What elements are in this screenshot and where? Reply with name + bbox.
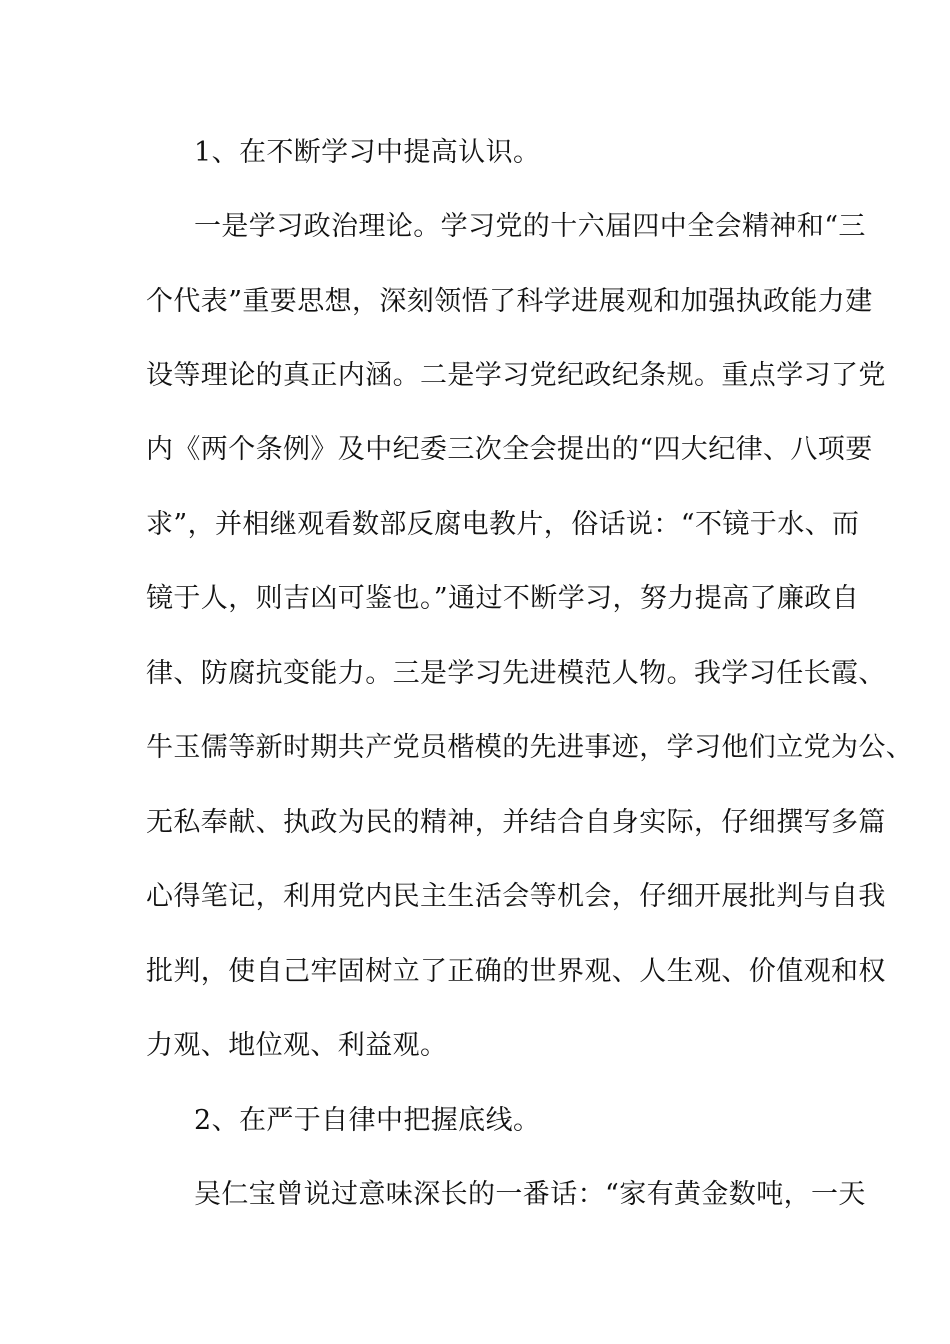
paragraph-line: 律、防腐抗变能力。三是学习先进模范人物。我学习任长霞、 [146,658,886,689]
paragraph-line: 吴仁宝曾说过意味深长的一番话：“家有黄金数吨，一天 [194,1179,866,1210]
section-heading-1: 1、在不断学习中提高认识。 [194,137,541,168]
paragraph-line: 批判，使自己牢固树立了正确的世界观、人生观、价值观和权 [146,956,886,987]
paragraph-line: 牛玉儒等新时期共产党员楷模的先进事迹，学习他们立党为公、 [146,732,914,763]
paragraph-line: 镜于人，则吉凶可鉴也。”通过不断学习，努力提高了廉政自 [146,583,860,614]
paragraph-line: 一是学习政治理论。学习党的十六届四中全会精神和“三 [194,211,866,242]
paragraph-line: 力观、地位观、利益观。 [146,1030,448,1061]
paragraph-line: 无私奉献、执政为民的精神，并结合自身实际，仔细撰写多篇 [146,807,886,838]
paragraph-line: 求”，并相继观看数部反腐电教片，俗话说：“不镜于水、而 [146,509,860,540]
section-heading-2: 2、在严于自律中把握底线。 [194,1105,541,1136]
paragraph-line: 设等理论的真正内涵。二是学习党纪政纪条规。重点学习了党 [146,360,886,391]
paragraph-line: 内《两个条例》及中纪委三次全会提出的“四大纪律、八项要 [146,434,873,465]
paragraph-line: 个代表”重要思想，深刻领悟了科学进展观和加强执政能力建 [146,286,873,317]
paragraph-line: 心得笔记，利用党内民主生活会等机会，仔细开展批判与自我 [146,881,886,912]
